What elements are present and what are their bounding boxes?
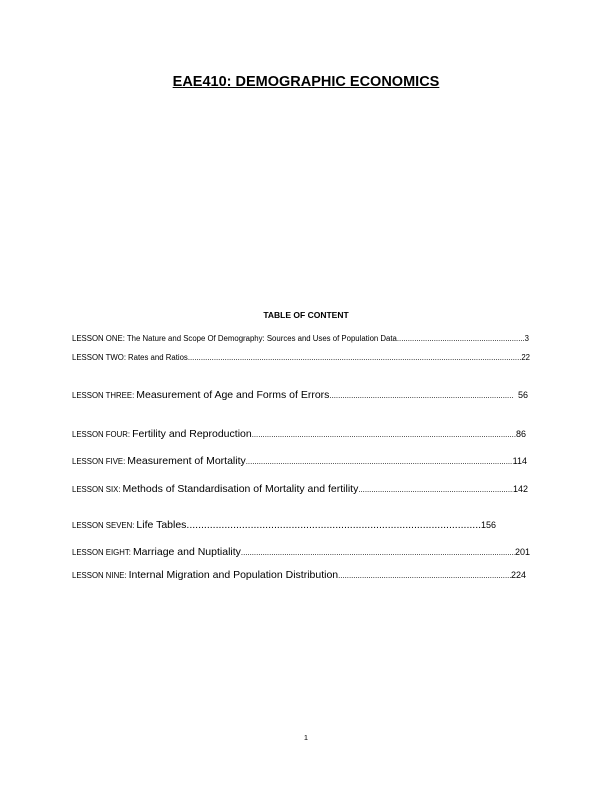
- toc-entry-label: Internal Migration and Population Distribution: [128, 569, 339, 581]
- page-number: 1: [303, 733, 309, 742]
- toc-leader-dots: [329, 391, 514, 400]
- toc-entry-prefix: LESSON EIGHT:: [72, 548, 131, 557]
- toc-entry-prefix: LESSON TWO:: [72, 353, 127, 362]
- toc-entry-lesson-one: [72, 334, 529, 343]
- toc-entry-prefix: LESSON THREE:: [72, 391, 135, 400]
- toc-entry-label: Fertility and Reproduction: [132, 428, 252, 440]
- document-title: EAE410: DEMOGRAPHIC ECONOMICS: [172, 74, 440, 90]
- toc-entry-page: 142: [512, 484, 528, 494]
- toc-leader-dots: [188, 353, 521, 362]
- toc-leader-dots: [186, 519, 481, 531]
- toc-leader-dots: [252, 430, 516, 439]
- toc-leader-dots: [246, 457, 513, 466]
- toc-entry-lesson-five: [72, 455, 527, 467]
- toc-entry-lesson-six: [72, 483, 528, 495]
- toc-entry-lesson-two: [72, 353, 530, 362]
- toc-entry-page: 114: [512, 456, 527, 466]
- toc-leader-dots: [358, 485, 513, 494]
- toc-entry-page: 86: [515, 429, 526, 439]
- toc-entry-lesson-three: [72, 389, 528, 401]
- toc-entry-label: Methods of Standardisation of Mortality and fertility: [122, 483, 359, 495]
- toc-entry-page: 156: [480, 520, 496, 530]
- toc-leader-dots: [338, 571, 511, 580]
- toc-entry-lesson-four: [72, 428, 526, 440]
- toc-entry-page: 201: [514, 547, 530, 557]
- toc-entry-label: The Nature and Scope Of Demography: Sources and Uses of Population Data: [126, 334, 397, 343]
- toc-entry-page: 3: [524, 334, 529, 343]
- toc-entry-lesson-eight: [72, 546, 530, 558]
- toc-entry-label: Measurement of Age and Forms of Errors: [136, 389, 330, 401]
- toc-entry-lesson-seven: [72, 519, 496, 531]
- toc-entry-prefix: LESSON ONE:: [72, 334, 125, 343]
- toc-entry-lesson-nine: [72, 569, 526, 581]
- toc-entry-label: Rates and Ratios: [128, 353, 188, 362]
- toc-leader-dots: [397, 334, 525, 343]
- toc-entry-page: 22: [521, 353, 530, 362]
- toc-entry-label: Life Tables: [136, 519, 187, 531]
- toc-entry-page: 224: [510, 570, 526, 580]
- toc-entry-prefix: LESSON FOUR:: [72, 430, 131, 439]
- toc-entry-prefix: LESSON NINE:: [72, 571, 127, 580]
- toc-entry-label: Marriage and Nuptiality: [132, 546, 241, 558]
- toc-entry-prefix: LESSON FIVE:: [72, 457, 126, 466]
- toc-leader-dots: [241, 548, 515, 557]
- toc-entry-page: 56: [517, 390, 528, 400]
- toc-entry-label: Measurement of Mortality: [127, 455, 246, 467]
- toc-entry-prefix: LESSON SIX:: [72, 485, 121, 494]
- toc-heading: TABLE OF CONTENT: [263, 310, 349, 320]
- toc-entry-prefix: LESSON SEVEN:: [72, 521, 135, 530]
